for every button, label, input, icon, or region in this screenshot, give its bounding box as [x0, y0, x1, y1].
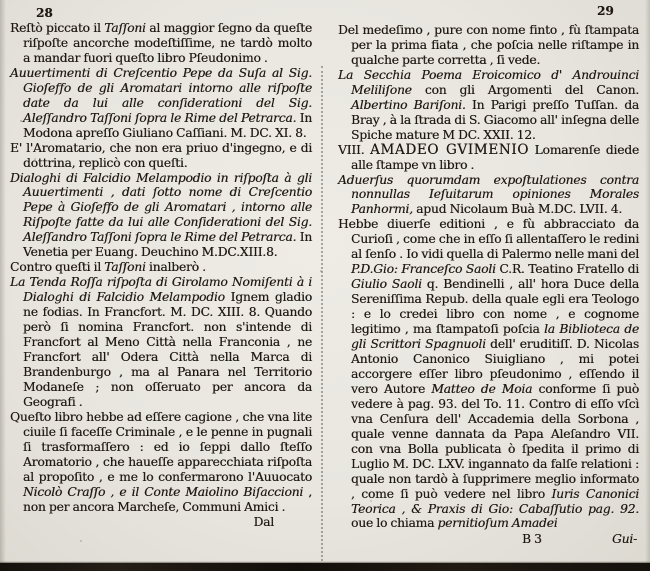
text-segment: , non per ancora Marcheſe, Communi Amici .: [23, 484, 313, 514]
text-segment: VIII.: [338, 142, 370, 157]
text-segment: al maggior ſegno da queſte riſpoſte ancorche modeſtiſſime, ne tardò molto a mandar fuori queſto libro Pſeudonimo .: [23, 21, 312, 65]
catchword-text: Dal: [253, 515, 274, 530]
text-segment: dell' eruditiſſ. D. Nicolas Antonio Canonico Siuigliano , mi potei accorgere eſſer libro pſeudonimo , eſſendo il vero Autore: [351, 337, 639, 396]
text-segment: Taſſoni: [104, 21, 146, 35]
scan-edge-shadow-left: [0, 0, 6, 571]
text-segment: Reſtò piccato il: [10, 21, 105, 35]
text-segment: Ignem gladio ne fodias. In Francfort. M. DC. XIII. 8. Quando però ſi nomina Francfort. non s'intende di Francfort al Meno Città nella Franconia , ne Francfort all' Odera Città nella Marca di Brandenburgo , ma al Panara nel Territorio Modaneſe ; non oſſeruato per ancora da Geografi .: [23, 290, 312, 409]
text-segment: Auuertimenti di Creſcentio Pepe da Suſa al Sig. Gioſeffo de gli Aromatari intorno alle riſpoſte date da lui alle conſiderationi del Sig. Aleſſandro Taſſoni ſopra le Rime del Petrarca.: [10, 65, 312, 125]
text-segment: P.D.Gio: Franceſco Saoli: [351, 262, 496, 277]
text-segment: la Biblioteca de gli Scrittori Spagnuoli: [351, 322, 639, 352]
right-paragraph-4: [338, 173, 639, 218]
left-paragraph-1: [10, 21, 312, 66]
page-number-right: 29: [597, 4, 614, 18]
left-paragraph-4: [10, 171, 312, 261]
left-paragraph-2: [10, 66, 312, 141]
scan-bottom-band: [0, 563, 650, 571]
text-segment: Queſto libro hebbe ad eſſere cagione , che vna lite ciuile ſi faceſſe Criminale , e le penne in pugnali ſi trasformaſſero : ed io ſeppi dallo ſteſſo Aromatorio , che haueſſe apparecchiata riſpoſta al propoſito , e me lo confermarono l'Auuocato: [10, 409, 312, 484]
text-segment: La Secchia Poema Eroicomico d' Androuinci Meliliſone: [338, 67, 639, 97]
text-segment: Dialoghi di Falcidio Melampodio in riſpoſta à gli Auuertimenti , dati ſotto nome di Creſcentio Pepe à Gioſeffo de gli Aromatari , intorno alle Riſpoſte fatte da lui alle Conſiderationi del Sig. Aleſſandro Taſſoni ſopra le Rime del Petrarca.: [10, 170, 312, 245]
text-segment: La Tenda Roſſa riſpoſta di Girolamo Nomiſenti à i Dialoghi di Falcidio Melampodio: [10, 275, 312, 305]
right-text-column: [338, 23, 639, 547]
text-segment: conforme ſi può vedere à pag. 93. del To. 11. Contro di eſſo vſcì vna Cenſura dell' Accademia della Sorbona , quale venne dannata da Papa Aleſandro VII. con vna Bolla publicata ò ſpedita il primo di Luglio M. DC. LXV. ingannato da falſe relationi : quale non tardò à ſupprimere meglio informato , come ſi può vedere nel libro: [351, 381, 640, 501]
text-segment: In Parigi preſſo Tuſſan. da Bray , à la ſtrada di S. Giacomo all' inſegna delle Spiche mature M DC. XXII. 12.: [351, 97, 639, 142]
text-segment: Albertino Bariſoni.: [351, 97, 466, 112]
text-segment: Matteo de Moia: [431, 381, 533, 396]
left-text-column: [10, 21, 312, 530]
text-segment: Del medeſimo , pure con nome finto , fù ſtampata per la prima fiata , che poſcia nelle riſtampe in qualche parte corretta , ſi vede.: [338, 23, 639, 67]
text-segment: Contro queſti il: [10, 260, 105, 275]
gutter-divider: [321, 66, 323, 569]
text-segment: Aduerſus quorumdam expoſtulationes contra nonnullas Ieſuitarum opiniones Morales Panhormi,: [338, 172, 639, 217]
catchword-right: Gui-: [611, 532, 637, 547]
left-paragraph-6: [10, 275, 312, 410]
right-paragraph-3: [338, 143, 639, 173]
text-segment: oue lo chiama: [351, 516, 438, 531]
text-segment: In Modona apreſſo Giuliano Caſſiani. M. DC. XI. 8.: [23, 110, 312, 140]
left-paragraph-5: [10, 260, 312, 275]
page-number-left: 28: [36, 6, 53, 20]
author-name-caps: AMADEO GVIMENIO: [369, 141, 529, 158]
text-segment: Giulio Saoli: [351, 277, 422, 292]
text-segment: q. Bendinelli , all' hora Duce della Sereniſſima Repub. della quale egli era Teologo : e lo credei libro con nome , e cognome legitimo , ma ſtampatoſi poſcia: [351, 277, 639, 337]
text-segment: Taſſoni: [104, 260, 146, 275]
right-paragraph-2: [338, 68, 639, 143]
text-segment: con gli Argomenti del Canon.: [411, 82, 639, 97]
text-segment: pernitioſum Amadei: [437, 516, 558, 531]
right-paragraph-1: [338, 23, 639, 68]
text-segment: C.R. Teatino Fratello di: [495, 262, 639, 277]
text-segment: inalberò .: [145, 260, 206, 275]
scan-noise: [20, 120, 22, 122]
left-paragraph-3: [10, 141, 312, 171]
right-paragraph-5: [338, 217, 639, 531]
text-segment: Lomarenſe diede alle ſtampe vn libro .: [351, 142, 639, 172]
left-paragraph-7: [10, 410, 312, 515]
text-segment: E' l'Aromatario, che non era priuo d'ingegno, e di dottrina, replicò con queſti.: [10, 140, 312, 170]
text-segment: Iuris Canonici Teorica , & Praxis di Gio: Cabaſſutio pag. 92.: [351, 486, 640, 516]
scan-edge-shadow-right: [645, 0, 650, 571]
signature-mark: B 3: [522, 532, 542, 547]
text-segment: Nicolò Craſſo , e il Conte Maiolino Biſaccioni: [23, 484, 304, 499]
signature-line: [338, 532, 639, 547]
text-segment: apud Nicolaum Buà M.DC. LVII. 4.: [412, 202, 623, 217]
text-segment: Hebbe diuerſe editioni , e fù abbracciato da Curioſi , come che in eſſo ſi allentaſſero le redini al ſenſo . Io vidi quella di Palermo nelle mani del: [338, 217, 639, 262]
catchword-left: [10, 515, 312, 530]
text-segment: In Venetia per Euang. Deuchino M.DC.XIII.8.: [23, 230, 312, 260]
